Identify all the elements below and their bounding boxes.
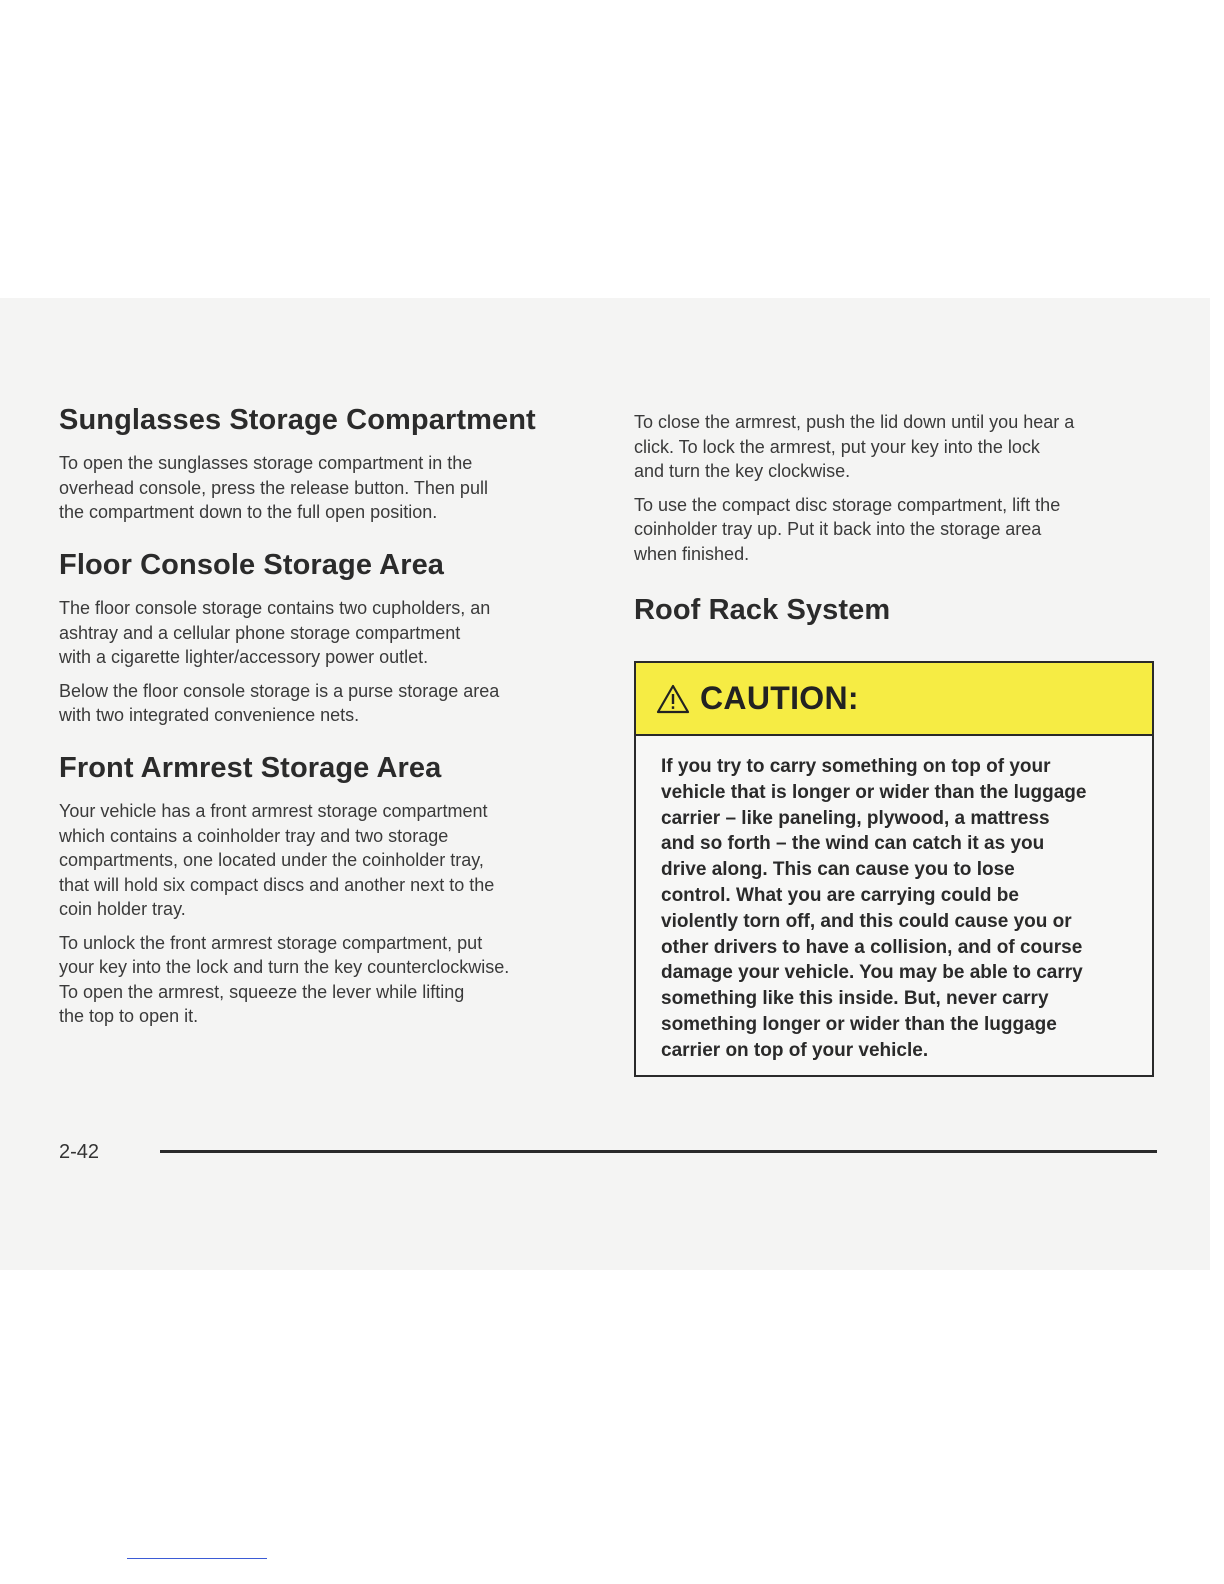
sunglasses-paragraph: To open the sunglasses storage compartment in the overhead console, press the release button. Then pull the compartment down to the full open position. [59,453,488,523]
front-armrest-paragraph-1: Your vehicle has a front armrest storage compartment which contains a coinholder tray and two storage compartments, one located under the coinholder tray, that will hold six compact discs and another next to the coin holder tray. [59,801,495,920]
armrest-close-paragraph: To close the armrest, push the lid down until you hear a click. To lock the armrest, put your key into the lock and turn the key clockwise. [634,412,1075,481]
floor-console-heading: Floor Console Storage Area [59,548,445,581]
front-armrest-heading: Front Armrest Storage Area [59,751,442,784]
right-column [634,410,1164,627]
left-column [59,404,599,1029]
roof-rack-heading: Roof Rack System [634,594,891,626]
page-number: 2-42 [59,1141,100,1163]
footer-rule [160,1150,1157,1153]
bottom-link-underline [127,1558,267,1559]
caution-text: If you try to carry something on top of your vehicle that is longer or wider than the luggage carrier – like paneling, plywood, a mattress and so forth – the wind can catch it as you drive along. This can cause you to lose control. What you are carrying could be violently torn off, and this could cause you or other drivers to have a collision, and of course damage your vehicle. You may be able to carry something like this inside. But, never carry something longer or wider than the luggage carrier on top of your vehicle. [661,756,1087,1061]
sunglasses-heading: Sunglasses Storage Compartment [59,404,536,436]
front-armrest-paragraph-2: To unlock the front armrest storage compartment, put your key into the lock and turn the key counterclockwise. To open the armrest, squeeze the lever while lifting the top to open it. [59,932,510,1027]
floor-console-paragraph-1: The floor console storage contains two cupholders, an ashtray and a cellular phone storage compartment with a cigarette lighter/accessory power outlet. [59,598,491,668]
warning-triangle-icon [656,684,690,714]
caution-title: CAUTION: [700,680,859,716]
caution-box [634,661,1154,1077]
caution-header [636,663,1152,736]
compact-disc-paragraph: To use the compact disc storage compartment, lift the coinholder tray up. Put it back into the storage area when finished. [634,494,1061,564]
floor-console-paragraph-2: Below the floor console storage is a purse storage area with two integrated convenience nets. [59,680,500,726]
